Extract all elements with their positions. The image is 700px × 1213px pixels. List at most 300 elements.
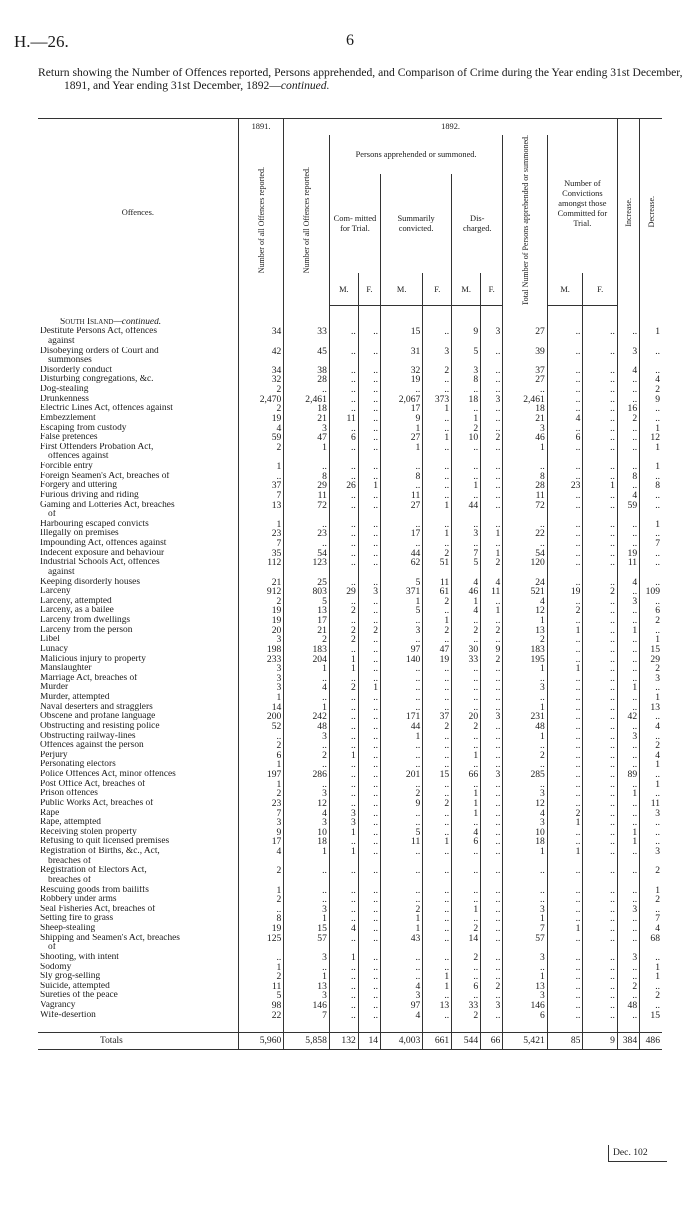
offence-name: Gaming and Lotteries Act, breaches	[40, 500, 175, 510]
table-cell: ..	[583, 905, 617, 915]
table-cell: ..	[583, 982, 617, 992]
table-cell: ..	[481, 934, 503, 944]
table-cell: ..	[640, 597, 662, 607]
table-cell: ..	[583, 703, 617, 713]
table-cell: 39	[503, 347, 547, 357]
table-cell: 21	[238, 578, 284, 588]
page-number: 6	[346, 32, 354, 49]
table-cell: 13	[640, 703, 662, 713]
table-cell: 32	[238, 375, 284, 385]
table-cell: ..	[617, 914, 639, 924]
offence-name: Forgery and uttering	[40, 481, 117, 491]
table-cell: 61	[423, 587, 452, 597]
offence-name: Sheep-stealing	[40, 924, 96, 934]
table-body	[38, 305, 662, 1050]
table-cell: ..	[583, 895, 617, 905]
table-cell: ..	[423, 895, 452, 905]
table-cell: 1	[503, 847, 547, 857]
table-cell: ..	[452, 491, 481, 501]
table-cell: 1	[358, 481, 380, 491]
offence-name-continuation: offences against	[48, 452, 109, 462]
header-summarily-m: M.	[381, 273, 423, 305]
table-cell: ..	[617, 741, 639, 751]
table-cell: 544	[452, 1033, 481, 1050]
table-cell: 30	[452, 645, 481, 655]
table-cell: ..	[583, 693, 617, 703]
table-cell: 3	[284, 991, 330, 1001]
table-cell: ..	[547, 886, 583, 896]
table-cell: ..	[617, 703, 639, 713]
table-cell: 2	[329, 626, 358, 636]
table-cell: 3	[329, 818, 358, 828]
table-cell: 42	[617, 712, 639, 722]
table-cell: 183	[503, 645, 547, 655]
table-cell: ..	[329, 712, 358, 722]
table-cell: ..	[423, 741, 452, 751]
table-cell: ..	[481, 424, 503, 434]
table-cell: ..	[329, 520, 358, 530]
table-cell: 1	[547, 847, 583, 857]
table-cell: ..	[481, 963, 503, 973]
table-cell: 1	[452, 799, 481, 809]
table-cell: 59	[238, 433, 284, 443]
table-cell: 28	[284, 375, 330, 385]
table-cell: 19	[423, 655, 452, 665]
table-cell: 9	[381, 414, 423, 424]
table-cell: ..	[547, 424, 583, 434]
table-cell: ..	[358, 645, 380, 655]
table-cell: ..	[381, 741, 423, 751]
table-cell: 43	[381, 934, 423, 944]
table-cell: 912	[238, 587, 284, 597]
table-cell: 1	[617, 626, 639, 636]
table-cell: ..	[547, 914, 583, 924]
table-cell: ..	[452, 741, 481, 751]
table-cell: ..	[452, 991, 481, 1001]
table-cell: 3	[358, 587, 380, 597]
table-cell: 12	[503, 606, 547, 616]
table-cell: ..	[329, 914, 358, 924]
table-cell: 34	[238, 366, 284, 376]
table-cell: ..	[583, 924, 617, 934]
table-cell: 2	[238, 895, 284, 905]
table-cell: 44	[381, 549, 423, 559]
table-cell: 17	[381, 404, 423, 414]
table-cell: ..	[381, 520, 423, 530]
table-cell: 3	[423, 347, 452, 357]
table-cell: ..	[381, 683, 423, 693]
table-cell: ..	[503, 963, 547, 973]
table-cell: 97	[381, 645, 423, 655]
table-cell: ..	[284, 385, 330, 395]
table-cell: ..	[329, 375, 358, 385]
table-cell: ..	[583, 1011, 617, 1021]
table-cell: 2	[423, 799, 452, 809]
table-cell: ..	[547, 732, 583, 742]
table-cell: ..	[423, 606, 452, 616]
table-cell: 1	[452, 414, 481, 424]
table-cell: 3	[481, 395, 503, 405]
offence-name: Perjury	[40, 750, 68, 760]
table-cell: 2	[381, 905, 423, 915]
table-cell: ..	[583, 837, 617, 847]
section-suffix: —continued.	[113, 317, 162, 327]
table-cell: ..	[481, 789, 503, 799]
table-cell: 6	[452, 982, 481, 992]
table-cell: ..	[423, 481, 452, 491]
table-cell: 9	[481, 645, 503, 655]
table-cell: 11	[503, 491, 547, 501]
offence-name: Illegally on premises	[40, 529, 119, 539]
table-cell: ..	[358, 674, 380, 684]
table-cell: ..	[358, 443, 380, 453]
table-cell: 2	[640, 991, 662, 1001]
table-cell: 1	[238, 693, 284, 703]
table-cell: 384	[617, 1033, 639, 1050]
table-cell: ..	[329, 982, 358, 992]
table-cell: ..	[503, 760, 547, 770]
table-cell: 2	[452, 924, 481, 934]
table-cell: ..	[583, 414, 617, 424]
table-cell: 2	[238, 443, 284, 453]
table-cell: 7	[503, 924, 547, 934]
table-cell: 6	[238, 751, 284, 761]
table-cell: ..	[452, 385, 481, 395]
offence-name: Naval deserters and stragglers	[40, 702, 153, 712]
table-cell: ..	[481, 404, 503, 414]
table-cell: ..	[583, 799, 617, 809]
table-cell: 661	[423, 1033, 452, 1050]
table-cell: 42	[238, 347, 284, 357]
table-cell: ..	[617, 963, 639, 973]
table-cell: ..	[284, 760, 330, 770]
table-cell: 2	[381, 789, 423, 799]
table-cell: ..	[423, 905, 452, 915]
table-cell: ..	[503, 741, 547, 751]
table-cell: 195	[503, 655, 547, 665]
table-cell: ..	[481, 751, 503, 761]
table-cell: 18	[452, 395, 481, 405]
table-row	[38, 895, 662, 905]
table-cell: 3	[617, 597, 639, 607]
table-cell: ..	[583, 866, 617, 876]
table-cell: ..	[329, 789, 358, 799]
table-row	[38, 722, 662, 732]
table-cell: ..	[583, 472, 617, 482]
table-cell: ..	[329, 501, 358, 511]
table-cell: ..	[617, 433, 639, 443]
offence-name: Police Offences Act, minor offences	[40, 770, 176, 780]
table-cell: 5	[381, 578, 423, 588]
offence-name: Obscene and profane language	[40, 712, 156, 722]
table-cell: ..	[452, 664, 481, 674]
table-cell: ..	[481, 886, 503, 896]
table-cell: 31	[381, 347, 423, 357]
table-row	[38, 616, 662, 626]
table-cell: 3	[284, 818, 330, 828]
table-cell: ..	[329, 991, 358, 1001]
table-cell: ..	[617, 645, 639, 655]
table-cell: ..	[617, 809, 639, 819]
section-row	[38, 318, 662, 328]
table-cell: 15	[640, 645, 662, 655]
table-cell: 45	[284, 347, 330, 357]
table-cell: ..	[547, 953, 583, 963]
offence-name: Disorderly conduct	[40, 365, 113, 375]
offence-name: Larceny	[40, 587, 71, 597]
table-cell: ..	[423, 1011, 452, 1021]
table-cell: 7	[452, 549, 481, 559]
table-cell: 9	[583, 1033, 617, 1050]
table-cell: 27	[503, 327, 547, 337]
table-cell: 1	[329, 953, 358, 963]
table-cell: ..	[481, 972, 503, 982]
table-cell: 57	[284, 934, 330, 944]
table-cell: ..	[381, 953, 423, 963]
table-cell: ..	[547, 597, 583, 607]
table-cell: ..	[381, 780, 423, 790]
table-cell: 486	[640, 1033, 662, 1050]
table-cell: ..	[481, 818, 503, 828]
offence-name: Murder, attempted	[40, 693, 110, 703]
table-cell: ..	[452, 847, 481, 857]
table-cell: 38	[284, 366, 330, 376]
table-cell: ..	[423, 847, 452, 857]
table-row	[38, 847, 662, 857]
table-cell: 11	[481, 587, 503, 597]
table-cell: ..	[640, 366, 662, 376]
table-cell: 1	[503, 914, 547, 924]
table-cell: 1	[547, 924, 583, 934]
table-cell: 9	[238, 828, 284, 838]
table-cell: 1	[284, 703, 330, 713]
table-cell: 1	[640, 972, 662, 982]
table-cell: 2	[238, 404, 284, 414]
table-cell: 16	[617, 404, 639, 414]
header-year-1891: 1891.	[238, 119, 284, 135]
table-cell: 6	[452, 837, 481, 847]
table-row	[38, 501, 662, 511]
table-cell: 57	[503, 934, 547, 944]
table-cell: 29	[284, 481, 330, 491]
table-cell: ..	[583, 395, 617, 405]
table-cell: ..	[452, 732, 481, 742]
table-cell: ..	[481, 866, 503, 876]
table-cell: ..	[358, 991, 380, 1001]
table-cell: 2	[452, 953, 481, 963]
table-cell: ..	[640, 953, 662, 963]
table-cell: ..	[329, 395, 358, 405]
table-cell: 1	[329, 751, 358, 761]
table-cell: 2	[452, 626, 481, 636]
offence-name: Dog-stealing	[40, 385, 89, 395]
table-cell: ..	[583, 385, 617, 395]
table-cell: 1	[640, 424, 662, 434]
table-cell: 47	[423, 645, 452, 655]
table-cell: 48	[503, 722, 547, 732]
table-cell: ..	[547, 443, 583, 453]
table-cell: 4	[329, 924, 358, 934]
table-cell: ..	[583, 462, 617, 472]
table-cell: 2	[284, 751, 330, 761]
offence-name: Forcible entry	[40, 462, 93, 472]
document-title	[38, 66, 700, 92]
table-cell: 5	[381, 606, 423, 616]
table-cell: ..	[640, 558, 662, 568]
header-discharged-m: M.	[452, 273, 481, 305]
offence-name: Sly grog-selling	[40, 972, 101, 982]
offence-name: Obstructing and resisting police	[40, 721, 160, 731]
table-cell: 1	[640, 520, 662, 530]
table-row	[38, 693, 662, 703]
table-cell: ..	[358, 982, 380, 992]
table-cell: ..	[358, 693, 380, 703]
table-cell: 18	[503, 837, 547, 847]
offence-name: Murder	[40, 683, 69, 693]
table-cell: 18	[284, 837, 330, 847]
table-cell: 66	[481, 1033, 503, 1050]
table-cell: ..	[358, 866, 380, 876]
table-cell: ..	[329, 693, 358, 703]
table-cell: ..	[583, 645, 617, 655]
table-cell: 1	[381, 914, 423, 924]
table-cell: ..	[617, 722, 639, 732]
table-cell: ..	[583, 606, 617, 616]
table-cell: ..	[358, 472, 380, 482]
table-cell: ..	[583, 914, 617, 924]
offence-name: Larceny, as a bailee	[40, 606, 114, 616]
table-cell: 1	[423, 837, 452, 847]
table-cell: ..	[617, 395, 639, 405]
table-cell: 4	[503, 597, 547, 607]
table-cell: ..	[583, 655, 617, 665]
table-cell: ..	[381, 866, 423, 876]
table-cell: 4	[381, 982, 423, 992]
table-cell: ..	[481, 809, 503, 819]
table-cell: ..	[617, 924, 639, 934]
offence-name: False pretences	[40, 433, 98, 443]
table-cell: 23	[284, 529, 330, 539]
table-cell: 2	[423, 366, 452, 376]
table-cell: 1	[284, 972, 330, 982]
table-cell: ..	[583, 443, 617, 453]
table-cell: 1	[547, 664, 583, 674]
table-cell: ..	[547, 895, 583, 905]
table-cell: ..	[329, 347, 358, 357]
table-cell: 1	[284, 914, 330, 924]
table-row	[38, 991, 662, 1001]
table-cell: 1	[481, 606, 503, 616]
header-discharged: Dis- charged.	[452, 174, 503, 273]
table-row	[38, 578, 662, 588]
table-cell: 8	[617, 472, 639, 482]
table-row	[38, 404, 662, 414]
offence-name: Registration of Births, &c., Act,	[40, 847, 160, 857]
table-row	[38, 963, 662, 973]
table-cell: 3	[238, 635, 284, 645]
header-persons: Persons apprehended or summoned.	[329, 135, 502, 175]
table-cell: ..	[583, 770, 617, 780]
table-cell: ..	[617, 462, 639, 472]
table-cell: ..	[381, 693, 423, 703]
table-cell: 2	[284, 635, 330, 645]
table-cell: 3	[640, 674, 662, 684]
table-cell: ..	[640, 491, 662, 501]
table-cell: 33	[452, 655, 481, 665]
offence-name-continuation: breaches of	[48, 856, 91, 866]
offence-name-continuation: of	[48, 510, 56, 520]
table-cell: ..	[381, 972, 423, 982]
table-cell: ..	[423, 327, 452, 337]
table-cell: ..	[547, 741, 583, 751]
table-cell: ..	[481, 472, 503, 482]
table-cell: ..	[329, 866, 358, 876]
table-cell: ..	[329, 770, 358, 780]
table-cell: 13	[423, 1001, 452, 1011]
table-cell: ..	[547, 655, 583, 665]
table-cell: ..	[423, 375, 452, 385]
offence-name: Obstructing railway-lines	[40, 731, 136, 741]
table-cell: 1	[617, 837, 639, 847]
table-cell: ..	[503, 895, 547, 905]
offence-name: Seal Fisheries Act, breaches of	[40, 904, 156, 914]
table-cell: 1	[381, 732, 423, 742]
table-cell: 1	[284, 443, 330, 453]
table-cell: 14	[358, 1033, 380, 1050]
table-cell: 2	[547, 809, 583, 819]
table-cell: ..	[381, 847, 423, 857]
offences-table	[38, 118, 662, 1050]
table-cell: ..	[358, 578, 380, 588]
table-cell: ..	[358, 404, 380, 414]
table-cell: ..	[329, 529, 358, 539]
table-cell: 89	[617, 770, 639, 780]
table-cell: ..	[452, 404, 481, 414]
table-cell: 1	[503, 732, 547, 742]
table-cell: ..	[358, 770, 380, 780]
table-cell: ..	[583, 972, 617, 982]
table-cell: 3	[284, 424, 330, 434]
header-convictions-f: F.	[583, 273, 617, 305]
table-row-continuation	[38, 943, 662, 953]
table-cell: ..	[358, 780, 380, 790]
table-cell: ..	[583, 404, 617, 414]
table-cell: 2	[481, 982, 503, 992]
table-cell: 2	[640, 741, 662, 751]
table-cell: ..	[617, 866, 639, 876]
table-cell: ..	[423, 780, 452, 790]
table-cell: 8	[452, 375, 481, 385]
table-cell: 204	[284, 655, 330, 665]
table-cell: ..	[452, 866, 481, 876]
offence-name: Larceny, attempted	[40, 596, 112, 606]
offence-name: Manslaughter	[40, 664, 92, 674]
table-cell: ..	[452, 972, 481, 982]
table-cell: 5	[284, 597, 330, 607]
table-cell: 2	[423, 722, 452, 732]
table-cell: ..	[617, 674, 639, 684]
table-cell: 12	[284, 799, 330, 809]
table-cell: ..	[481, 722, 503, 732]
table-cell: ..	[583, 789, 617, 799]
table-cell: ..	[547, 828, 583, 838]
table-cell: 14	[452, 934, 481, 944]
table-cell: ..	[583, 818, 617, 828]
offence-name: Escaping from custody	[40, 423, 127, 433]
table-cell: ..	[358, 1011, 380, 1021]
table-cell: 19	[547, 587, 583, 597]
offence-name: Vagrancy	[40, 1001, 76, 1011]
